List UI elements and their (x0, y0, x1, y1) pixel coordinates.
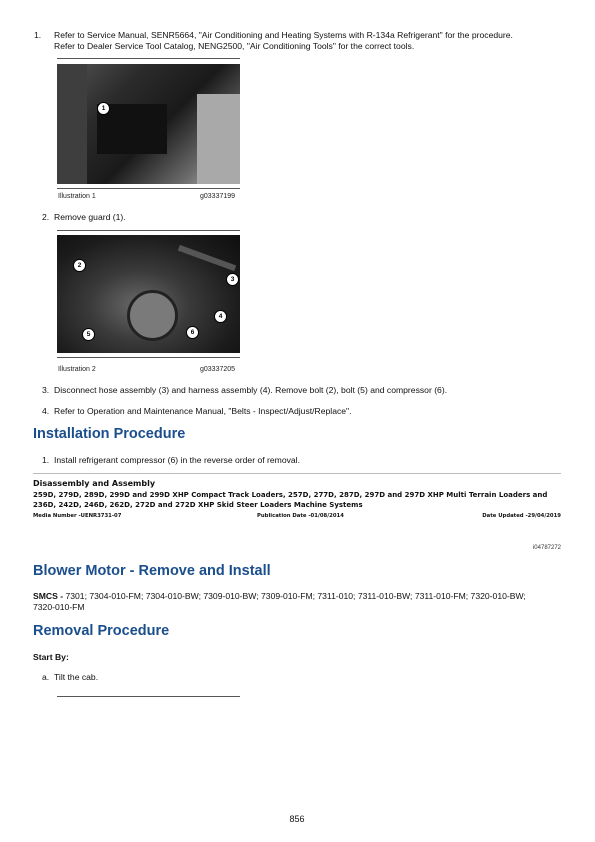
illustration-2-top-rule (57, 230, 240, 231)
illustration-1-photo (57, 64, 240, 184)
callout-3: 3 (226, 273, 239, 286)
step-3-text: Disconnect hose assembly (3) and harness assembly (4). Remove bolt (2), bolt (5) and compressor (6). (54, 385, 448, 395)
callout-5: 5 (82, 328, 95, 341)
callout-2: 2 (73, 259, 86, 272)
step-1-text-2: Refer to Dealer Service Tool Catalog, NENG2500, "Air Conditioning Tools" for the correct tools. (54, 41, 415, 51)
illustration-2-label: Illustration 2 (58, 366, 96, 373)
doc-subtitle: 259D, 279D, 289D, 299D and 299D XHP Compact Track Loaders, 257D, 277D, 287D, 297D and 297D XHP Multi Terrain Loaders and 236D, 242D, 246D, 262D, 272D and 272D XHP Skid Steer Loaders Machine Systems (33, 491, 548, 509)
start-by-label: Start By: (33, 652, 69, 662)
illustration-1-label: Illustration 1 (58, 193, 96, 200)
step-4-number: 4. (42, 406, 50, 416)
callout-6: 6 (186, 326, 199, 339)
doc-title: Disassembly and Assembly (33, 479, 156, 488)
photo-panel-right (197, 94, 240, 184)
step-2-number: 2. (42, 212, 50, 222)
smcs-codes-2: 7320-010-FM (33, 602, 85, 612)
step-3-number: 3. (42, 385, 50, 395)
step-a-number: a. (42, 672, 50, 682)
illustration-1-code: g03337199 (200, 193, 236, 200)
doc-id: i04787272 (532, 545, 561, 551)
step-4-text: Refer to Operation and Maintenance Manual, "Belts - Inspect/Adjust/Replace". (54, 406, 352, 416)
illustration-1-top-rule (57, 58, 240, 59)
illustration-2-photo (57, 235, 240, 353)
photo-compressor-pulley (127, 290, 178, 341)
step-a-text: Tilt the cab. (54, 672, 99, 682)
section-divider (33, 473, 561, 474)
smcs-label: SMCS - (33, 591, 64, 601)
callout-1: 1 (97, 102, 110, 115)
blower-heading: Blower Motor - Remove and Install (33, 563, 271, 579)
illustration-1-bottom-rule (57, 188, 240, 189)
installation-step-1-number: 1. (42, 455, 50, 465)
smcs-line (33, 591, 561, 602)
installation-heading: Installation Procedure (33, 426, 186, 442)
step-1-text: Refer to Service Manual, SENR5664, "Air Conditioning and Heating Systems with R-134a Refrigerant" for the procedure. (54, 30, 513, 40)
date-updated: Date Updated -29/04/2019 (482, 513, 561, 519)
media-number: Media Number -UENR3731-07 (33, 513, 122, 519)
illustration-2-code: g03337205 (200, 366, 236, 373)
installation-step-1-text: Install refrigerant compressor (6) in the reverse order of removal. (54, 455, 300, 465)
publication-date: Publication Date -01/08/2014 (257, 513, 344, 519)
photo-frame-left (57, 64, 87, 184)
photo-hose (178, 245, 236, 271)
step-2-text: Remove guard (1). (54, 212, 126, 222)
removal-heading: Removal Procedure (33, 623, 170, 639)
illustration-2-bottom-rule (57, 357, 240, 358)
callout-4: 4 (214, 310, 227, 323)
smcs-codes: 7301; 7304-010-FM; 7304-010-BW; 7309-010-BW; 7309-010-FM; 7311-010; 7311-010-BW; 7311-010-FM; 7320-010-BW; (65, 591, 526, 601)
illustration-3-top-rule (57, 696, 240, 697)
page-number: 856 (289, 814, 305, 824)
step-1-number: 1. (34, 30, 42, 40)
